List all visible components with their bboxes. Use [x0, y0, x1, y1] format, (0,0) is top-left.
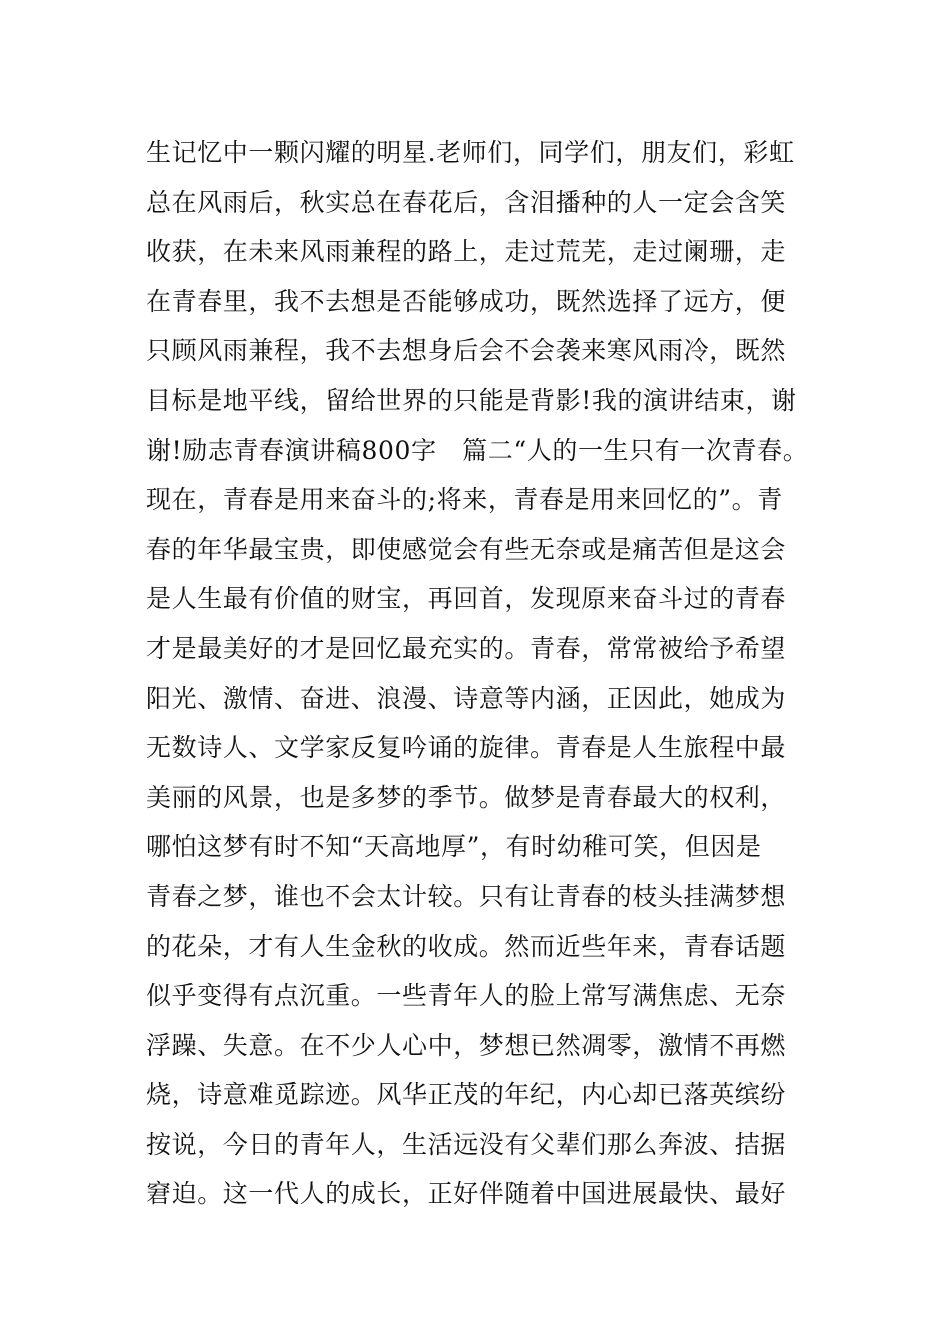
text-line: 只顾风雨兼程，我不去想身后会不会袭来寒风雨冷，既然: [146, 336, 787, 366]
body-text: [146, 128, 936, 1219]
text-line: 无数诗人、文学家反复吟诵的旋律。青春是人生旅程中最: [146, 733, 787, 763]
text-line: 浮躁、失意。在不少人心中，梦想已然凋零，激情不再燃: [146, 1030, 787, 1060]
text-line: 才是最美好的才是回忆最充实的。青春，常常被给予希望: [146, 633, 787, 663]
text-line: 美丽的风景，也是多梦的季节。做梦是青春最大的权利，: [146, 782, 787, 812]
text-line: 窘迫。这一代人的成长，正好伴随着中国进展最快、最好: [146, 1179, 787, 1209]
text-line: 谢!励志青春演讲稿800字 篇二“人的一生只有一次青春。: [146, 435, 809, 465]
text-line: 哪怕这梦有时不知“天高地厚”，有时幼稚可笑，但因是: [146, 832, 762, 862]
text-line: 春的年华最宝贵，即使感觉会有些无奈或是痛苦但是这会: [146, 534, 787, 564]
text-line: 现在，青春是用来奋斗的;将来，青春是用来回忆的”。青: [146, 485, 783, 515]
text-line: 阳光、激情、奋进、浪漫、诗意等内涵，正因此，她成为: [146, 683, 787, 713]
text-line: 目标是地平线，留给世界的只能是背影!我的演讲结束，谢: [146, 385, 797, 415]
text-line: 似乎变得有点沉重。一些青年人的脸上常写满焦虑、无奈: [146, 981, 787, 1011]
text-line: 的花朵，才有人生金秋的收成。然而近些年来，青春话题: [146, 931, 787, 961]
text-line: 总在风雨后，秋实总在春花后，含泪播种的人一定会含笑: [146, 187, 787, 217]
text-line: 是人生最有价值的财宝，再回首，发现原来奋斗过的青春: [146, 584, 787, 614]
text-line: 在青春里，我不去想是否能够成功，既然选择了远方，便: [146, 286, 787, 316]
text-line: 生记忆中一颗闪耀的明星.老师们，同学们，朋友们，彩虹: [146, 138, 795, 167]
text-line: 按说，今日的青年人，生活远没有父辈们那么奔波、拮据: [146, 1129, 787, 1159]
text-line: 烧，诗意难觅踪迹。风华正茂的年纪，内心却已落英缤纷: [146, 1080, 787, 1110]
text-line: 收获，在未来风雨兼程的路上，走过荒芜，走过阑珊，走: [146, 237, 787, 267]
text-line: 青春之梦，谁也不会太计较。只有让青春的枝头挂满梦想: [146, 881, 787, 911]
